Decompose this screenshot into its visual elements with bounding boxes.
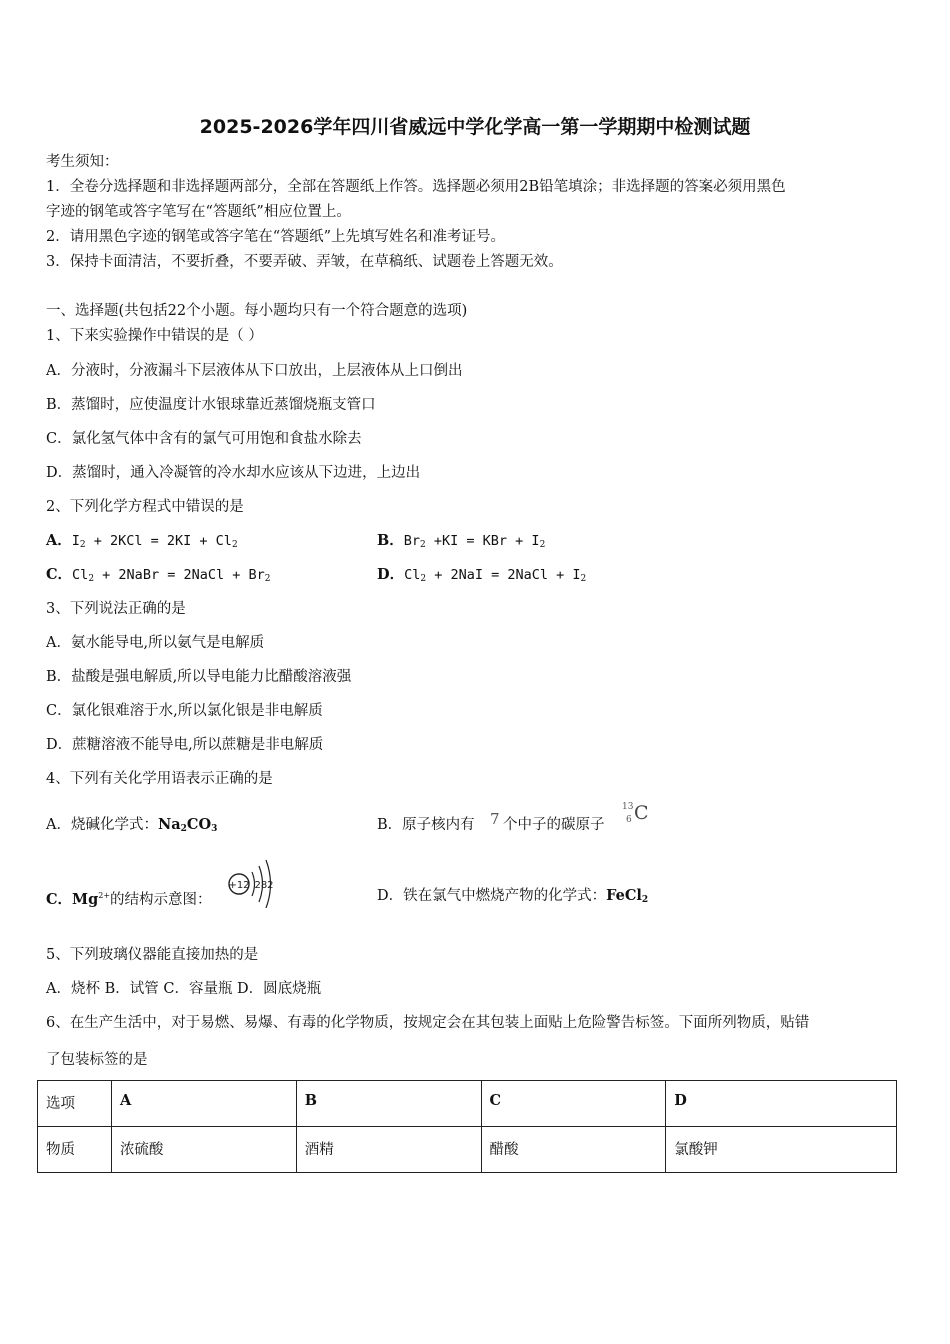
subscript: 2 xyxy=(539,540,546,550)
table-cell: 物质 xyxy=(38,1127,112,1173)
notice-item-3: 3．保持卡面清洁，不要折叠，不要弄破、弄皱，在草稿纸、试题卷上答题无效。 xyxy=(46,254,563,270)
q3-option-c: C．氯化银难溶于水,所以氯化银是非电解质 xyxy=(46,703,323,719)
mass-number: 13 xyxy=(622,802,634,812)
subscript: 2 xyxy=(264,574,271,584)
option-text: D．铁在氯气中燃烧产物的化学式： xyxy=(377,888,607,904)
table-cell: 选项 xyxy=(38,1081,112,1127)
q4-option-c xyxy=(46,886,212,910)
notice-heading: 考生须知： xyxy=(46,154,119,170)
table-cell: 醋酸 xyxy=(481,1127,666,1173)
option-label: A． xyxy=(46,532,72,549)
page-title: 2025-2026学年四川省威远中学化学高一第一学期期中检测试题 xyxy=(199,116,751,138)
nucleus-charge: +12 xyxy=(228,880,250,891)
subscript: 2 xyxy=(79,540,86,550)
q4-option-a xyxy=(46,815,217,839)
table-cell: D xyxy=(666,1081,897,1127)
q2-option-b xyxy=(377,531,545,555)
subscript: 2 xyxy=(641,895,649,905)
ion-charge: 2+ xyxy=(98,891,111,900)
q6-stem-line-1: 6、在生产生活中，对于易燃、易爆、有毒的化学物质，按规定会在其包装上面贴上危险警告标签。下面所列物质，贴错 xyxy=(46,1015,810,1031)
subscript: 2 xyxy=(231,540,238,550)
neutron-count: 7 xyxy=(490,810,500,828)
q1-option-a: A．分液时，分液漏斗下层液体从下口放出，上层液体从上口倒出 xyxy=(46,363,463,379)
formula-part: Na xyxy=(157,816,181,833)
q1-option-d: D．蒸馏时，通入冷凝管的冷水却水应该从下边进，上边出 xyxy=(46,465,421,481)
option-label: B． xyxy=(377,532,404,549)
q6-table xyxy=(37,1080,897,1173)
option-text: A．烧碱化学式： xyxy=(46,817,158,833)
table-row xyxy=(38,1127,897,1173)
formula-part: Br xyxy=(403,533,421,549)
formula-part: Cl xyxy=(72,567,89,583)
formula-part: + 2NaBr = 2NaCl + Br xyxy=(94,567,265,583)
q4-option-b xyxy=(377,815,475,835)
q2-option-c xyxy=(46,565,270,589)
q4-option-d xyxy=(377,886,648,910)
option-text: 的结构示意图： xyxy=(110,892,212,908)
q2-option-d xyxy=(377,565,586,589)
mg-ion-structure-diagram xyxy=(224,856,278,908)
formula-part: + 2KCl = 2KI + Cl xyxy=(85,533,232,549)
q6-stem-line-2: 了包装标签的是 xyxy=(46,1052,148,1068)
q5-stem: 5、下列玻璃仪器能直接加热的是 xyxy=(46,947,259,963)
option-label: D． xyxy=(377,566,405,583)
formula-part: I xyxy=(71,533,80,549)
q2-option-a xyxy=(46,531,238,555)
electron-shells: 282 xyxy=(254,880,274,891)
ion-symbol: Mg xyxy=(72,891,99,908)
q5-options: A．烧杯 B．试管 C．容量瓶 D．圆底烧瓶 xyxy=(46,981,322,997)
formula-part: FeCl xyxy=(606,887,642,904)
q3-option-b: B．盐酸是强电解质,所以导电能力比醋酸溶液强 xyxy=(46,669,352,685)
subscript: 2 xyxy=(420,540,426,550)
subscript: 2 xyxy=(88,574,95,584)
table-cell: 酒精 xyxy=(296,1127,481,1173)
formula-part: CO xyxy=(186,816,212,833)
table-cell: B xyxy=(296,1081,481,1127)
table-cell: 氯酸钾 xyxy=(666,1127,897,1173)
q1-option-b: B．蒸馏时，应使温度计水银球靠近蒸馏烧瓶支管口 xyxy=(46,397,376,413)
q1-stem: 1、下来实验操作中错误的是（ ） xyxy=(46,328,263,344)
table-cell: C xyxy=(481,1081,666,1127)
notice-item-1-line-2: 字迹的钢笔或答字笔写在“答题纸”相应位置上。 xyxy=(46,204,351,220)
carbon-nuclide-symbol xyxy=(622,802,652,832)
option-label: C． xyxy=(46,566,73,583)
option-label: C． xyxy=(46,891,73,908)
table-cell: 浓硫酸 xyxy=(111,1127,296,1173)
atomic-number: 6 xyxy=(626,815,632,825)
q4-stem: 4、下列有关化学用语表示正确的是 xyxy=(46,771,273,787)
subscript: 2 xyxy=(580,574,587,584)
table-row xyxy=(38,1081,897,1127)
q3-option-d: D．蔗糖溶液不能导电,所以蔗糖是非电解质 xyxy=(46,737,324,753)
subscript: 2 xyxy=(180,824,187,834)
element-symbol: C xyxy=(634,802,649,824)
formula-part: Cl xyxy=(404,567,421,583)
q1-option-c: C．氯化氢气体中含有的氯气可用饱和食盐水除去 xyxy=(46,431,362,447)
table-cell: A xyxy=(111,1081,296,1127)
notice-item-1-line-1: 1．全卷分选择题和非选择题两部分，全部在答题纸上作答。选择题必须用2B铅笔填涂；非选择题的答案必须用黑色 xyxy=(46,179,786,195)
q4-option-b-rest: 个中子的碳原子 xyxy=(503,817,605,833)
q3-stem: 3、下列说法正确的是 xyxy=(46,601,186,617)
notice-item-2: 2．请用黑色字迹的钢笔或答字笔在“答题纸”上先填写姓名和准考证号。 xyxy=(46,229,506,245)
subscript: 2 xyxy=(420,574,427,584)
formula-part: +KI = KBr + I xyxy=(425,533,540,549)
subscript: 3 xyxy=(211,824,218,834)
q2-stem: 2、下列化学方程式中错误的是 xyxy=(46,499,244,515)
section-heading: 一、选择题(共包括22个小题。每小题均只有一个符合题意的选项) xyxy=(46,303,468,319)
q3-option-a: A．氨水能导电,所以氨气是电解质 xyxy=(46,635,265,651)
formula-part: + 2NaI = 2NaCl + I xyxy=(426,567,581,583)
option-text: B．原子核内有 xyxy=(377,817,475,833)
